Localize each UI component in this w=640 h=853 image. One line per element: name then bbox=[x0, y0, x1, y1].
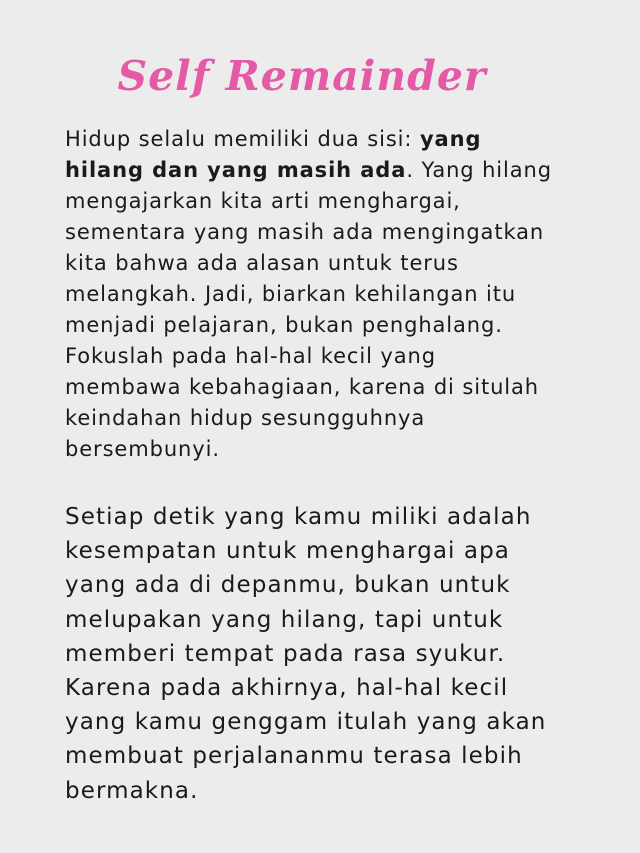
paragraph-1-line-2-bold: hilang dan yang masih ada bbox=[65, 158, 407, 182]
paragraph-1-line bbox=[65, 124, 625, 155]
paragraph-2-line: yang kamu genggam itulah yang akan bbox=[65, 709, 547, 736]
paragraph-1-line-2-normal: . Yang hilang bbox=[406, 158, 552, 182]
paragraph-1-line: melangkah. Jadi, biarkan kehilangan itu bbox=[65, 282, 517, 306]
paragraph-2-line: Setiap detik yang kamu miliki adalah bbox=[65, 504, 532, 530]
paragraph-1-line: keindahan hidup sesungguhnya bbox=[65, 406, 426, 430]
paragraph-2-line: yang ada di depanmu, bukan untuk bbox=[65, 572, 511, 599]
paragraph-1 bbox=[65, 124, 625, 465]
paragraph-1-line: menjadi pelajaran, bukan penghalang. bbox=[65, 313, 503, 337]
paragraph-1-line-1-bold: yang bbox=[419, 127, 482, 151]
paragraph-2-line: membuat perjalananmu terasa lebih bbox=[65, 743, 523, 770]
page-title: Self Remainder bbox=[117, 52, 487, 100]
paragraph-1-line: membawa kebahagiaan, karena di situlah bbox=[65, 375, 540, 399]
paragraph-1-line-1-normal: Hidup selalu memiliki dua sisi: bbox=[65, 127, 420, 151]
paragraph-2-line: Karena pada akhirnya, hal-hal kecil bbox=[65, 675, 509, 702]
paragraph-1-line: kita bahwa ada alasan untuk terus bbox=[65, 251, 459, 275]
paragraph-2-line: bermakna. bbox=[65, 777, 199, 804]
paragraph-2-line: kesempatan untuk menghargai apa bbox=[65, 538, 511, 565]
paragraph-2 bbox=[65, 500, 625, 808]
paragraph-1-line: Fokuslah pada hal-hal kecil yang bbox=[65, 344, 436, 368]
paragraph-1-line: bersembunyi. bbox=[65, 437, 220, 461]
paragraph-2-line: memberi tempat pada rasa syukur. bbox=[65, 640, 506, 667]
paragraph-1-line: mengajarkan kita arti menghargai, bbox=[65, 189, 461, 213]
paragraph-1-line: sementara yang masih ada mengingatkan bbox=[65, 220, 545, 244]
paragraph-1-line bbox=[65, 155, 625, 186]
paragraph-2-line: melupakan yang hilang, tapi untuk bbox=[65, 606, 504, 633]
